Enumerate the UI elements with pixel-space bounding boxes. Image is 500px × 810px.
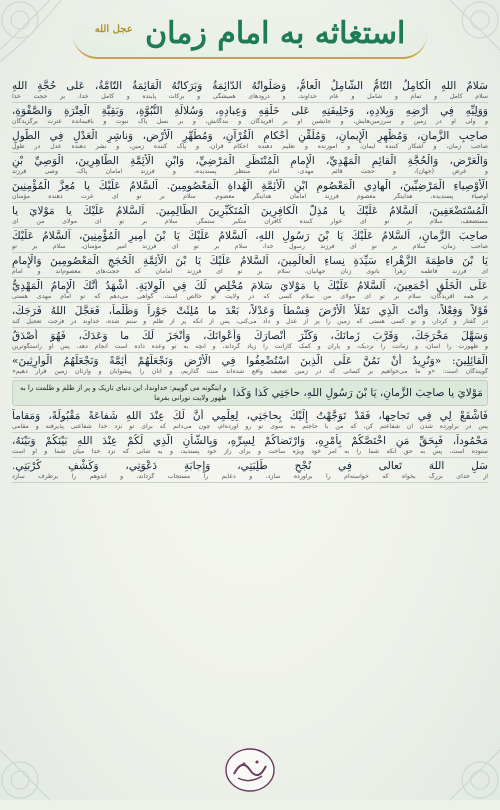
persian-translation: و ولی او در زمین و سرزمین‌هایش، و جانشین او بر آفریدگان و بندگانش، و بر نسل پاک نبوت و باقیمانده عترت برگزیدگان bbox=[12, 118, 488, 125]
prayer-line bbox=[12, 128, 488, 153]
arabic-text: سَلامُ اللهِ الْكامِلُ التّامُّ الشّامِلُ الْعامُّ، وَصَلَواتُهُ الدّائِمَةُ وَبَرَكاتُهُ الْقائِمَةُ التّامَّةُ، عَلى حُجَّةِ اللهِ bbox=[12, 80, 488, 92]
prayer-line bbox=[12, 103, 488, 128]
persian-translation: سلام کامل و تمام و شامل و عام خداوند، و درودهای همیشگی و برکات پاینده و کامل خدا، بر حجت خدا bbox=[12, 93, 488, 100]
prayer-line bbox=[12, 178, 488, 203]
prayer-text bbox=[12, 78, 488, 740]
title-honorific: عجل الله bbox=[94, 24, 133, 35]
persian-translation: بر همه آفریدگان، سلام بر تو ای مولای من سلام کسی که در ولایت تو خالص است. گواهی می‌دهم که تو امام مهدی هستی bbox=[12, 293, 488, 300]
prayer-line bbox=[12, 253, 488, 278]
prayer-line bbox=[12, 433, 488, 458]
persian-translation: صاحب زمان، سلام بر تو ای فرزند رسول خدا، سلام بر تو ای فرزند امیر مؤمنان، سلام بر تو bbox=[12, 243, 488, 250]
arabic-text: صاحِبَ الزَّمانِ، اَلسَّلامُ عَلَيْكَ يَا بْنَ رَسُولِ اللهِ، اَلسَّلامُ عَلَيْكَ يَا بْنَ أَمِيرِ الْمُؤْمِنِينَ، اَلسَّلامُ عَلَيْكَ bbox=[12, 230, 488, 242]
persian-translation: و ظهورت را آسان، و زمانت را نزدیک، و یاران و کمک کارانت را زیاد گرداند، و آنچه به تو وعده داده است انجام دهد، پس او راستگوترین bbox=[12, 343, 488, 350]
persian-translation: صاحب زمان، و آشکار کننده ایمان، و آموزنده و تعلیم دهنده احکام قرآن، و پاک کننده زمین، و نشر دهنده عدل در طول bbox=[12, 143, 488, 150]
arabic-text: يَا بْنَ فاطِمَةَ الزَّهْراءِ سَيِّدَةِ نِساءِ الْعالَمِينَ، اَلسَّلامُ عَلَيْكَ يَا بْنَ الْأَئِمَّةِ الْحُجَجِ الْمَعْصُومِينَ وَالْإِمامِ bbox=[12, 255, 488, 267]
arabic-text: عَلَى الْخَلْقِ أَجْمَعِينَ، اَلسَّلامُ عَلَيْكَ يا مَوْلايَ سَلامَ مُخْلِصٍ لَكَ فِي الْوِلايَةِ. أَشْهَدُ أَنَّكَ الْإِمامُ الْمَهْدِيُّ bbox=[12, 280, 488, 292]
request-arabic-text: مَوْلايَ يا صاحِبَ الزَّمانِ، يَا بْنَ رَسُولِ اللهِ، حاجَتِي كَذا وَكَذا bbox=[232, 387, 483, 399]
persian-translation: در گفتار و کردار، و تو کسی هستی که زمین را پر از عدل و داد می‌کنی، پس از آنکه پر از ظلم و ستم شده، خداوند در فرجت تعجیل کند bbox=[12, 318, 488, 325]
calligraphy-seal-icon bbox=[224, 746, 276, 794]
page-title bbox=[73, 10, 428, 59]
request-persian-note: و اینگونه می گوییم: خداوندا، این دنیای تاریک و پر از ظلم و ظلمت را به ظهور ولایت نورانی بفرما bbox=[19, 384, 227, 402]
arabic-text: قَوْلاً وَفِعْلاً، وَأَنْتَ الَّذِي تَمْلَأُ الْأَرْضَ قِسْطاً وَعَدْلاً، بَعْدَ ما مُلِئَتْ جَوْراً وَظُلْماً، فَعَجَّلَ اللهُ فَرَجَكَ، bbox=[12, 305, 488, 317]
arabic-text: وَسَهَّلَ مَخْرَجَكَ، وَقَرَّبَ زَمانَكَ، وَكَثَّرَ أَنْصارَكَ وَأَعْوانَكَ، وَأَنْجَزَ لَكَ ما وَعَدَكَ، فَهُوَ أَصْدَقُ bbox=[12, 330, 488, 342]
prayer-line bbox=[12, 228, 488, 253]
persian-translation: گویندگان است: «و ما می‌خواهیم بر کسانی که در زمین ضعیف واقع شده‌اند منت گذاریم، و آنان را پیشوایان و وارثان زمین قرار دهیم» bbox=[12, 368, 488, 375]
persian-translation: و عرض (جهان)، و حجت قائم مهدی، امام منتظر پسندیده، و فرزند امامان پاک، وصی فرزند bbox=[12, 168, 488, 175]
arabic-text: فَاشْفَعْ لِي فِي نَجاحِها، فَقَدْ تَوَجَّهْتُ إِلَيْكَ بِحاجَتِي، لِعِلْمِي أَنَّ لَكَ عِنْدَ اللهِ شَفاعَةً مَقْبُولَةً، وَمَقاماً bbox=[12, 410, 488, 422]
persian-translation: اوصیاء پسندیده، هدایتگر معصوم فرزند امامان هدایتگر معصوم. سلام بر تو ای عزت دهنده مؤمنان bbox=[12, 193, 488, 200]
persian-translation: ستوده است، پس به حق آنکه شما را به امر خود ویژه ساخت و برای راز خود پسندید، و به شأنی که نزد خدا میان شما و او است bbox=[12, 448, 488, 455]
highlighted-request-line bbox=[12, 380, 488, 406]
persian-translation: ای فرزند فاطمه زهرا بانوی زنان جهانیان، سلام بر تو ای فرزند امامان که حجت‌های معصوم‌اند و امام bbox=[12, 268, 488, 275]
persian-translation: پس در برآورده شدن آن شفاعتم کن، که من با حاجتم به سوی تو رو آورده‌ام، چون می‌دانم که برای تو نزد خدا شفاعتی پذیرفته و مقامی bbox=[12, 423, 488, 430]
title-text: استغاثه به امام زمان bbox=[145, 16, 406, 51]
arabic-text: صاحِبِ الزَّمانِ، وَمُظْهِرِ الْإِيمانِ، وَمُلَقِّنِ أَحْكامِ الْقُرْآنِ، وَمُطَهِّرِ الْأَرْضِ، وَناشِرِ الْعَدْلِ فِي الطُّولِ bbox=[12, 130, 488, 142]
arabic-text: الْقائِلِينَ: «وَنُرِيدُ أَنْ نَمُنَّ عَلَى الَّذِينَ اسْتُضْعِفُوا فِي الْأَرْضِ وَنَجْعَلَهُمْ أَئِمَّةً وَنَجْعَلَهُمُ الْوارِثِينَ» bbox=[12, 355, 488, 367]
arabic-text: الْمُسْتَضْعَفِينَ، اَلسَّلامُ عَلَيْكَ يا مُذِلَّ الْكافِرِينَ الْمُتَكَبِّرِينَ الظّالِمِينَ. اَلسَّلامُ عَلَيْكَ يا مَوْلايَ يا bbox=[12, 205, 488, 217]
arabic-text: وَوَلِيِّهِ فِي أَرْضِهِ وَبِلادِهِ، وَخَلِيفَتِهِ عَلى خَلْقِهِ وَعِبادِهِ، وَسُلالَةِ النُّبُوَّةِ، وَبَقِيَّةِ الْعِتْرَةِ وَالصَّفْوَةِ، bbox=[12, 105, 488, 117]
arabic-text: الْأَوْصِياءِ الْمَرْضِيِّينَ، الْهادِي الْمَعْصُومِ ابْنِ الْأَئِمَّةِ الْهُداةِ الْمَعْصُومِينَ. اَلسَّلامُ عَلَيْكَ يا مُعِزَّ الْمُؤْمِنِينَ bbox=[12, 180, 488, 192]
prayer-line bbox=[12, 153, 488, 178]
persian-translation: از خدای بزرگ بخواه که خواسته‌ام را برآورده سازد، و دعایم را مستجاب گرداند، و اندوهم را برطرف سازد bbox=[12, 473, 488, 480]
prayer-line bbox=[12, 408, 488, 433]
prayer-line bbox=[12, 328, 488, 353]
arabic-text: وَالْعَرْضِ، وَالْحُجَّةِ الْقائِمِ الْمَهْدِيِّ، الْإِمامِ الْمُنْتَظَرِ الْمَرْضِيِّ، وَابْنِ الْأَئِمَّةِ الطّاهِرِينَ، الْوَصِيِّ بْنِ bbox=[12, 155, 488, 167]
persian-translation: مستضعف، سلام بر تو ای خوار کننده کافران متکبر ستمگر. سلام بر تو ای مولای من ای bbox=[12, 218, 488, 225]
prayer-line bbox=[12, 203, 488, 228]
prayer-line bbox=[12, 303, 488, 328]
prayer-line bbox=[12, 353, 488, 378]
arabic-text: مَحْمُوداً، فَبِحَقِّ مَنِ اخْتَصَّكُمْ بِأَمْرِهِ، وَارْتَضاكُمْ لِسِرِّهِ، وَبِالشَّأْنِ الَّذِي لَكُمْ عِنْدَ اللهِ بَيْنَكُمْ وَبَيْنَهُ، bbox=[12, 435, 488, 447]
prayer-line bbox=[12, 78, 488, 103]
arabic-text: سَلِ اللهَ تَعالى فِي نُجْحِ طَلِبَتِي، وَإِجابَةِ دَعْوَتِي، وَكَشْفِ كُرْبَتِي. bbox=[12, 460, 488, 472]
title-banner bbox=[0, 10, 500, 72]
prayer-line bbox=[12, 458, 488, 483]
prayer-line bbox=[12, 278, 488, 303]
